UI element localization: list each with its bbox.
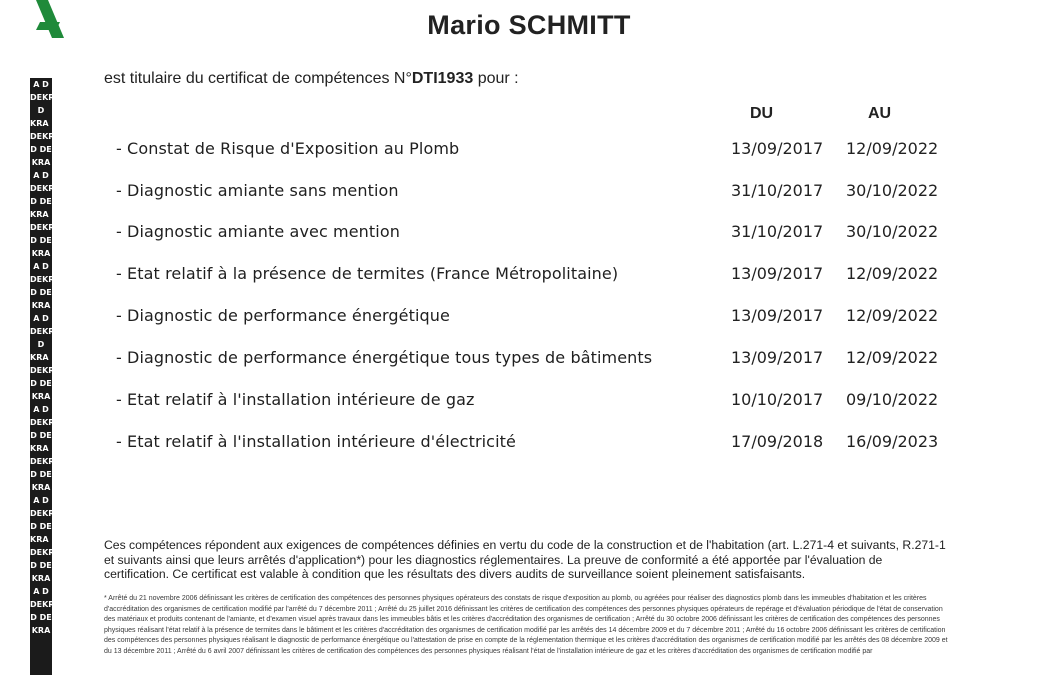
valid-to-date: 16/09/2023 — [846, 432, 939, 451]
competence-row — [0, 181, 1058, 205]
intro-suffix: pour : — [473, 70, 519, 87]
valid-to-date: 09/10/2022 — [846, 390, 939, 409]
valid-from-date: 31/10/2017 — [731, 181, 824, 200]
valid-to-date: 12/09/2022 — [846, 348, 939, 367]
dekra-side-strip — [30, 78, 61, 675]
competence-row — [0, 432, 1058, 456]
competence-label: - Diagnostic de performance énergétique — [116, 306, 450, 325]
competence-label: - Diagnostic amiante avec mention — [116, 222, 400, 241]
competence-row — [0, 264, 1058, 288]
valid-from-date: 13/09/2017 — [731, 264, 824, 283]
valid-to-date: 30/10/2022 — [846, 181, 939, 200]
competence-row — [0, 139, 1058, 163]
competence-label: - Etat relatif à la présence de termites (France Métropolitaine) — [116, 264, 619, 283]
valid-to-date: 12/09/2022 — [846, 264, 939, 283]
valid-from-date: 10/10/2017 — [731, 390, 824, 409]
valid-from-date: 17/09/2018 — [731, 432, 824, 451]
valid-from-date: 13/09/2017 — [731, 139, 824, 158]
column-header-from: DU — [750, 105, 774, 122]
competence-label: - Diagnostic de performance énergétique tous types de bâtiments — [116, 348, 653, 367]
valid-to-date: 12/09/2022 — [846, 139, 939, 158]
holder-name: Mario SCHMITT — [427, 10, 631, 40]
regulatory-footnote: * Arrêté du 21 novembre 2006 définissant les critères de certification des compétences des personnes physiques opérateurs des constats de risque d'exposition au plomb, ou agréées pour réaliser des diagnostics plomb dans les immeubles d'habitation et les critères d'accréditation des organismes de certification modifié par l'arrêté du 7 décembre 2011 ; Arrêté du 25 juillet 2016 définissant les critères de certification des compétences des personnes physiques opérateurs de repérage et d'évaluation périodique de l'état de conservation des matériaux et produits contenant de l'amiante, et d'examen visuel après travaux dans les immeubles bâtis et les critères d'accréditation des organismes de certification ; Arrêté du 30 octobre 2006 définissant les critères de certification des compétences des personnes physiques réalisant l'état relatif à la présence de termites dans le bâtiment et les critères d'accréditation des organismes de certification modifié par les arrêtés des 14 décembre 2009 et du 7 décembre 2011 ; Arrêté du 16 octobre 2006 définissant les critères de certification des compétences des personnes physiques réalisant le diagnostic de performance énergétique ou l'attestation de prise en compte de la réglementation thermique et les critères d'accréditation des organismes de certification modifié par les arrêtés des 08 décembre 2009 et du 13 décembre 2011 ; Arrêté du 6 avril 2007 définissant les critères de certification des compétences des personnes physiques réalisant l'état de l'installation intérieure de gaz et les critères d'accréditation des organismes de certification modifié par — [104, 595, 948, 655]
competence-row — [0, 222, 1058, 246]
compliance-statement: Ces compétences répondent aux exigences de compétences définies en vertu du code de la construction et de l'habitation (art. L.271-4 et suivants, R.271-1 et suivants ainsi que leurs arrêtés d'application*) pour les diagnostics réglementaires. La preuve de conformité a été apportée par l'évaluation de certification. Ce certificat est valable à condition que les résultats des divers audits de surveillance soient pleinement satisfaisants. — [104, 538, 946, 581]
competence-label: - Etat relatif à l'installation intérieure d'électricité — [116, 432, 516, 451]
valid-from-date: 13/09/2017 — [731, 306, 824, 325]
competence-row — [0, 348, 1058, 372]
valid-to-date: 30/10/2022 — [846, 222, 939, 241]
intro-prefix: est titulaire du certificat de compétences N° — [104, 70, 412, 87]
certificate-number: DTI1933 — [411, 70, 474, 87]
competence-label: - Etat relatif à l'installation intérieure de gaz — [116, 390, 475, 409]
competence-label: - Diagnostic amiante sans mention — [116, 181, 399, 200]
competence-row — [0, 390, 1058, 414]
side-strip-text: A D DEKRA D KRA D DEKRA D DE KRA A D DEKRA D DE KRA D DEKRA D DE KRA A D DEKRA D DE KRA A D DEKRA D KRA D DEKRA D DE KRA A D DEKRA D DE KRA D DEKRA D DE KRA A D DEKRA D DE KRA D DEKRA D DE KRA A D DEKRA D DE KRA — [30, 80, 61, 635]
column-header-to: AU — [868, 105, 892, 122]
valid-from-date: 31/10/2017 — [731, 222, 824, 241]
competence-row — [0, 306, 1058, 330]
valid-from-date: 13/09/2017 — [731, 348, 824, 367]
valid-to-date: 12/09/2022 — [846, 306, 939, 325]
certificate-intro — [104, 70, 519, 88]
competence-label: - Constat de Risque d'Exposition au Plomb — [116, 139, 460, 158]
